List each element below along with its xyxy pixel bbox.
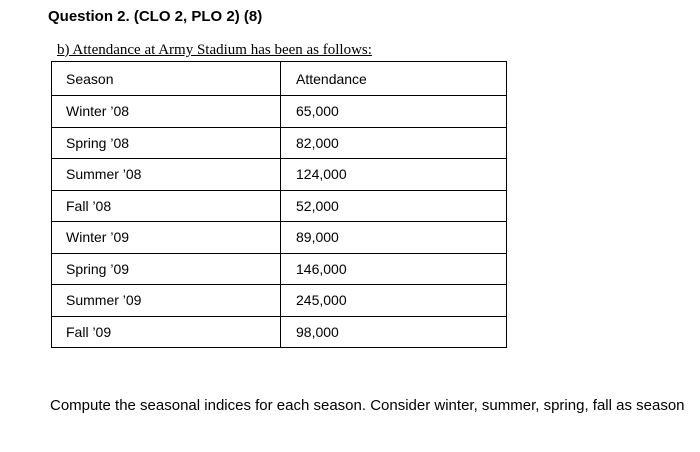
table-row <box>52 127 507 159</box>
table-row <box>52 159 507 191</box>
table-row <box>52 222 507 254</box>
season-cell: Fall ’08 <box>52 190 281 222</box>
season-cell: Summer ’09 <box>52 285 281 317</box>
question-task: Compute the seasonal indices for each season. Consider winter, summer, spring, fall as season <box>50 397 685 414</box>
header-attendance: Attendance <box>281 62 507 96</box>
attendance-cell: 89,000 <box>281 222 507 254</box>
table-row <box>52 285 507 317</box>
attendance-cell: 98,000 <box>281 316 507 348</box>
attendance-cell: 124,000 <box>281 159 507 191</box>
table-row <box>52 190 507 222</box>
season-cell: Winter ’09 <box>52 222 281 254</box>
table-row <box>52 96 507 128</box>
attendance-cell: 146,000 <box>281 253 507 285</box>
question-heading: Question 2. (CLO 2, PLO 2) (8) <box>48 8 263 25</box>
header-season: Season <box>52 62 281 96</box>
season-cell: Summer ’08 <box>52 159 281 191</box>
attendance-cell: 82,000 <box>281 127 507 159</box>
attendance-cell: 52,000 <box>281 190 507 222</box>
season-cell: Fall ’09 <box>52 316 281 348</box>
season-cell: Winter ’08 <box>52 96 281 128</box>
season-cell: Spring ’09 <box>52 253 281 285</box>
attendance-table <box>51 61 507 348</box>
table-row <box>52 316 507 348</box>
table-header-row <box>52 62 507 96</box>
table-row <box>52 253 507 285</box>
attendance-cell: 245,000 <box>281 285 507 317</box>
season-cell: Spring ’08 <box>52 127 281 159</box>
question-intro: b) Attendance at Army Stadium has been as follows: <box>57 42 372 58</box>
attendance-cell: 65,000 <box>281 96 507 128</box>
